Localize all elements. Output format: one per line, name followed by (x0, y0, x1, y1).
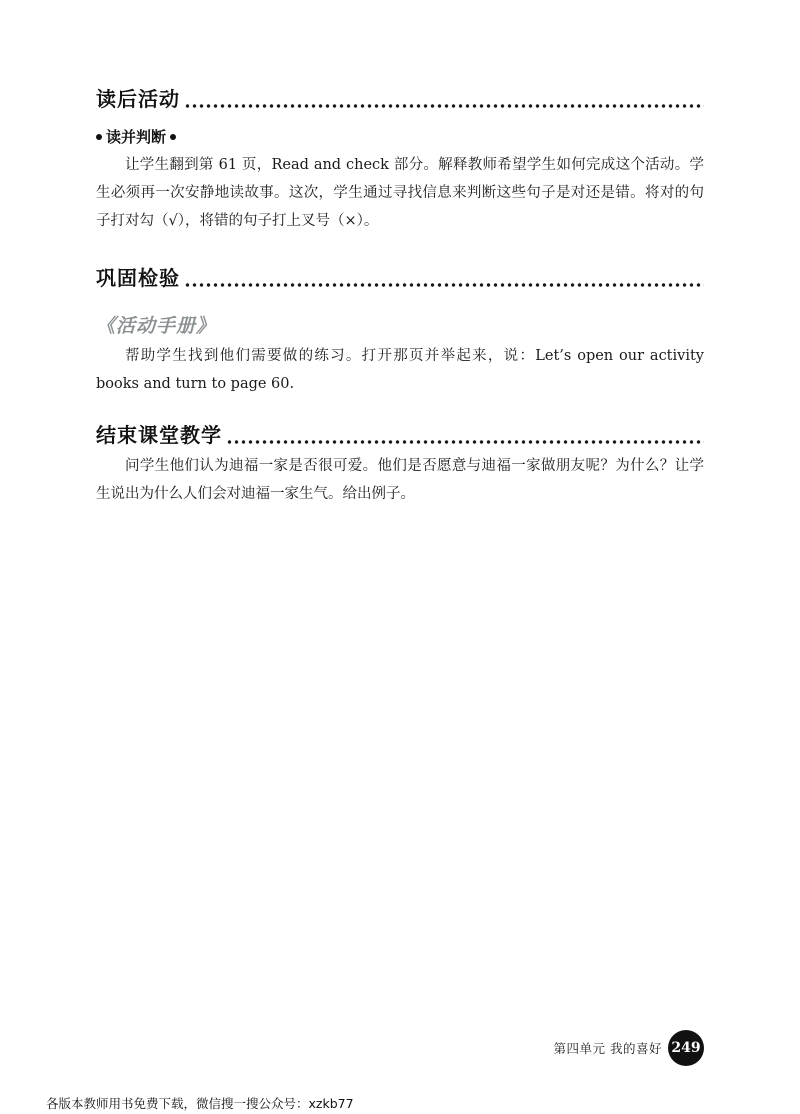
section-header (96, 80, 704, 112)
bullet-icon (170, 134, 176, 140)
section-title: 读后活动 (96, 87, 180, 111)
section-post-reading (96, 80, 704, 235)
dotted-leader-line (226, 439, 704, 445)
page-footer (554, 1030, 704, 1066)
section-title: 巩固检验 (96, 266, 180, 290)
subheading-text: 读并判断 (106, 128, 167, 146)
section-header (96, 416, 704, 448)
section-title: 结束课堂教学 (96, 423, 222, 447)
activity-book-title: 《活动手册》 (96, 315, 217, 337)
subheading (96, 126, 704, 147)
dotted-leader-line (184, 282, 704, 288)
paragraph: 帮助学生找到他们需要做的练习。打开那页并举起来，说：Let’s open our activity books and turn to page 60. (96, 348, 704, 392)
unit-label: 第四单元 我的喜好 (553, 1041, 662, 1056)
paragraph: 问学生他们认为迪福一家是否很可爱。他们是否愿意与迪福一家做朋友呢？为什么？让学生说出为什么人们会对迪福一家生气。给出例子。 (96, 458, 704, 502)
bullet-icon (96, 134, 102, 140)
section-consolidation (96, 259, 704, 398)
section-closing (96, 416, 704, 508)
section-header (96, 259, 704, 291)
page-content (96, 80, 704, 508)
download-note: 各版本教师用书免费下载，微信搜一搜公众号：xzkb77 (46, 1096, 354, 1111)
page-number-badge: 249 (668, 1030, 704, 1066)
dotted-leader-line (184, 103, 704, 109)
paragraph: 让学生翻到第 61 页，Read and check 部分。解释教师希望学生如何完成这个活动。学生必须再一次安静地读故事。这次，学生通过寻找信息来判断这些句子是对还是错。将对的句子打对勾（√），将错的句子打上叉号（×）。 (96, 157, 704, 229)
